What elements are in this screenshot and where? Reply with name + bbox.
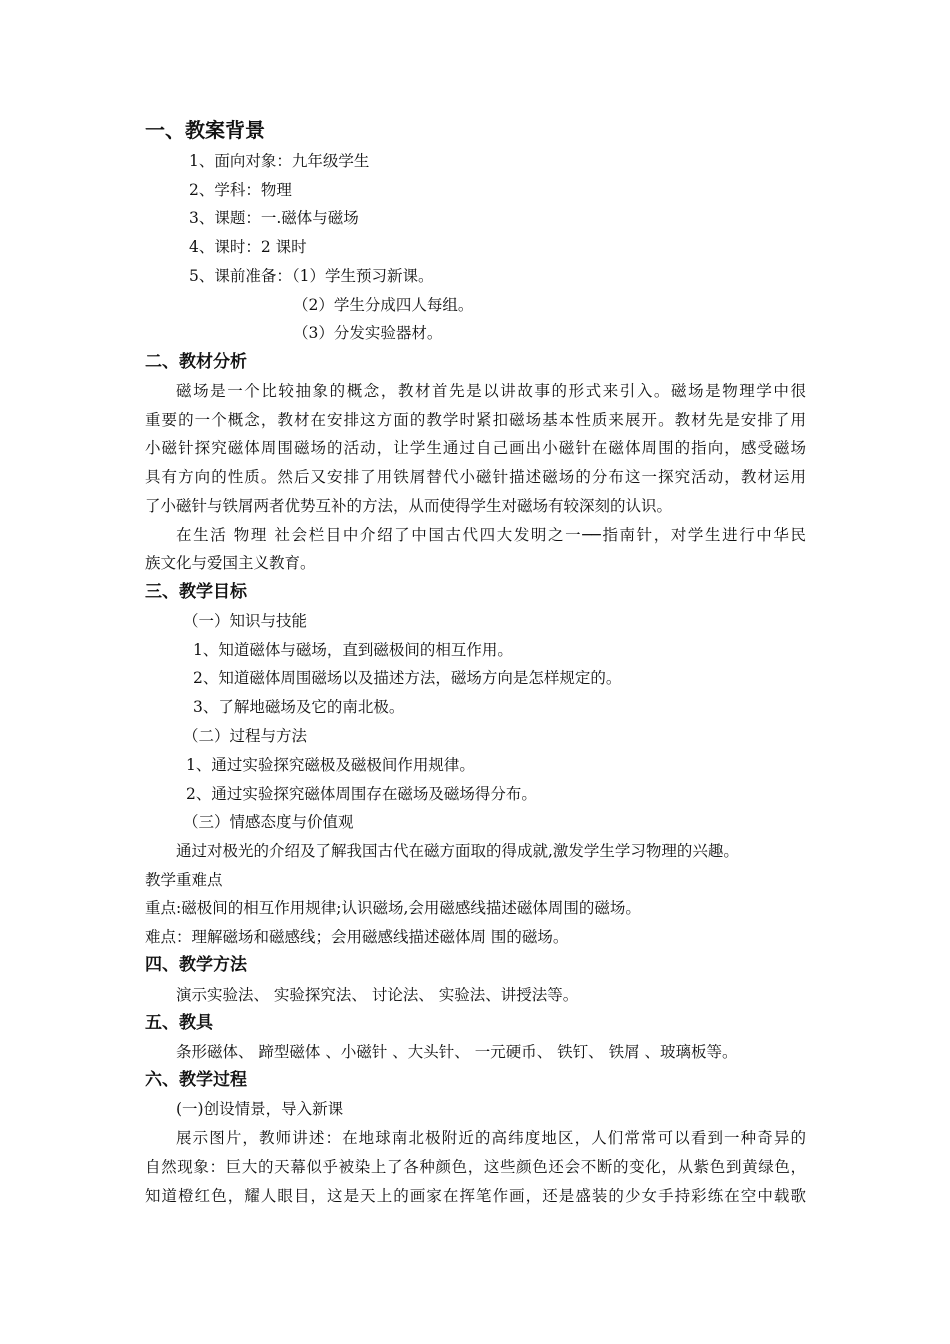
- goals-subheading: （三）情感态度与价值观: [183, 813, 354, 831]
- analysis-paragraph-line: 在生活 物理 社会栏目中介绍了中国古代四大发明之一──指南针，对学生进行中华民: [176, 526, 806, 544]
- analysis-paragraph-line: 小磁针探究磁体周围磁场的活动，让学生通过自己画出小磁针在磁体周围的指向，感受磁场: [145, 439, 806, 457]
- background-item: （2）学生分成四人每组。: [293, 296, 474, 314]
- background-item: 3、课题：一.磁体与磁场: [189, 209, 359, 227]
- section-heading-goals: 三、教学目标: [145, 582, 247, 602]
- key-point: 重点:磁极间的相互作用规律;认识磁场,会用磁感线描述磁体周围的磁场。: [145, 899, 641, 917]
- process-subheading: (一)创设情景，导入新课: [176, 1100, 344, 1118]
- difficult-point: 难点：理解磁场和磁感线；会用磁感线描述磁体周 围的磁场。: [145, 928, 569, 946]
- process-paragraph-line: 知道橙红色，耀人眼目，这是天上的画家在挥笔作画，还是盛装的少女手持彩练在空中载歌: [145, 1187, 806, 1205]
- goals-item: 3、了解地磁场及它的南北极。: [193, 698, 405, 716]
- section-heading-analysis: 二、教材分析: [145, 352, 247, 372]
- background-item: 4、课时：2 课时: [189, 238, 307, 256]
- analysis-paragraph-line: 磁场是一个比较抽象的概念，教材首先是以讲故事的形式来引入。磁场是物理学中很: [176, 382, 806, 400]
- goals-text: 通过对极光的介绍及了解我国古代在磁方面取的得成就,激发学生学习物理的兴趣。: [176, 842, 739, 860]
- goals-item: 2、知道磁体周围磁场以及描述方法，磁场方向是怎样规定的。: [193, 669, 622, 687]
- process-paragraph-line: 展示图片，教师讲述：在地球南北极附近的高纬度地区，人们常常可以看到一种奇异的: [176, 1129, 806, 1147]
- analysis-paragraph-line: 了小磁针与铁屑两者优势互补的方法，从而使得学生对磁场有较深刻的认识。: [145, 497, 673, 515]
- analysis-paragraph-line: 具有方向的性质。然后又安排了用铁屑替代小磁针描述磁场的分布这一探究活动，教材运用: [145, 468, 806, 486]
- section-heading-background: 一、教案背景: [145, 118, 265, 142]
- goals-item: 1、通过实验探究磁极及磁极间作用规律。: [186, 756, 475, 774]
- process-paragraph-line: 自然现象：巨大的天幕似乎被染上了各种颜色，这些颜色还会不断的变化，从紫色到黄绿色，: [145, 1158, 806, 1176]
- analysis-paragraph-line: 重要的一个概念，教材在安排这方面的教学时紧扣磁场基本性质来展开。教材先是安排了用: [145, 411, 806, 429]
- goals-subheading: （二）过程与方法: [183, 727, 308, 745]
- analysis-paragraph-line: 族文化与爱国主义教育。: [145, 554, 316, 572]
- section-heading-tools: 五、教具: [145, 1013, 213, 1033]
- keypoints-title: 教学重难点: [145, 871, 223, 889]
- background-item: 5、课前准备：（1）学生预习新课。: [189, 267, 434, 285]
- section-heading-process: 六、教学过程: [145, 1070, 247, 1090]
- background-item: （3）分发实验器材。: [293, 324, 443, 342]
- goals-item: 1、知道磁体与磁场，直到磁极间的相互作用。: [193, 641, 513, 659]
- section-heading-methods: 四、教学方法: [145, 955, 247, 975]
- goals-item: 2、通过实验探究磁体周围存在磁场及磁场得分布。: [186, 785, 537, 803]
- tools-text: 条形磁体、 蹄型磁体 、小磁针 、大头针、 一元硬币、 铁钉、 铁屑 、玻璃板等。: [176, 1043, 738, 1061]
- methods-text: 演示实验法、 实验探究法、 讨论法、 实验法、讲授法等。: [176, 986, 579, 1004]
- background-item: 2、学科：物理: [189, 181, 292, 199]
- background-item: 1、面向对象：九年级学生: [189, 152, 370, 170]
- goals-subheading: （一）知识与技能: [183, 612, 308, 630]
